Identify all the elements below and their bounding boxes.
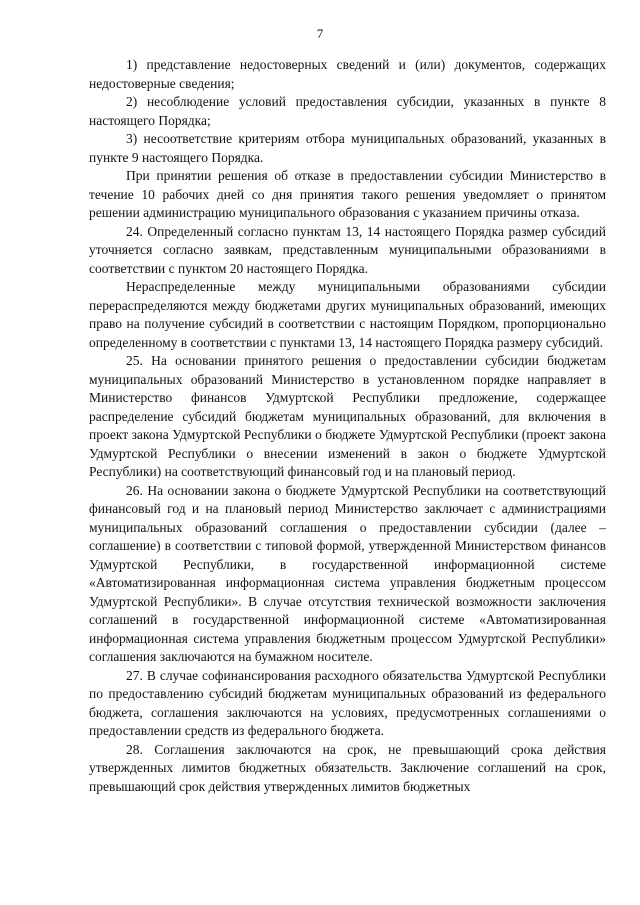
paragraph-redistribution: Нераспределенные между муниципальными образованиями субсидии перераспределяются между бюджетами других муниципальных образований, имеющих право на получение субсидий в соответствии с настоящим Порядком, пропорционально определенному в соответствии с пунктами 13, 14 настоящего Порядка размеру субсидий. bbox=[89, 279, 606, 350]
page-number: 7 bbox=[316, 26, 324, 41]
paragraph-27: 27. В случае софинансирования расходного обязательства Удмуртской Республики по предоставлению субсидий бюджетам муниципальных образований из федерального бюджета, соглашения заключаются на условиях, предусмотренных соглашениями о предоставлении средств из федерального бюджета. bbox=[89, 667, 606, 738]
paragraph-25: 25. На основании принятого решения о предоставлении субсидии бюджетам муниципальных образований Министерство в установленном порядке направляет в Министерство финансов Удмуртской Республики предложение, содержащее распределение субсидий бюджетам муниципальных образований, для включения в проект закона Удмуртской Республики о бюджете Удмуртской Республики (проект закона Удмуртской Республики о внесении изменений в закон о бюджете Удмуртской Республики) на соответствующий финансовый год и на плановый период. bbox=[89, 353, 606, 479]
paragraph-refusal-notice: При принятии решения об отказе в предоставлении субсидии Министерство в течение 10 рабочих дней со дня принятия такого решения уведомляет о принятом решении администрацию муниципального образования с указанием причины отказа. bbox=[89, 168, 606, 220]
document-body bbox=[89, 56, 606, 796]
paragraph-item-3: 3) несоответствие критериям отбора муниципальных образований, указанных в пункте 9 настоящего Порядка. bbox=[89, 131, 606, 165]
paragraph-item-1: 1) представление недостоверных сведений и (или) документов, содержащих недостоверные сведения; bbox=[89, 57, 606, 91]
paragraph-24: 24. Определенный согласно пунктам 13, 14 настоящего Порядка размер субсидий уточняется согласно заявкам, представленным муниципальными образованиями в соответствии с пунктом 20 настоящего Порядка. bbox=[89, 223, 606, 276]
paragraph-item-2: 2) несоблюдение условий предоставления субсидии, указанных в пункте 8 настоящего Порядка; bbox=[89, 94, 606, 128]
paragraph-26: 26. На основании закона о бюджете Удмуртской Республики на соответствующий финансовый год и на плановый период Министерство заключает с администрациями муниципальных образований соглашения о предоставлении субсидии (далее – соглашение) в соответствии с типовой формой, утвержденной Министерством финансов Удмуртской Республики, в государственной информационной системе «Автоматизированная информационная система управления бюджетным процессом Удмуртской Республики». В случае отсутствия технической возможности заключения соглашений в государственной информационной системе «Автоматизированная информационная система управления бюджетным процессом Удмуртской Республики» соглашения заключаются на бумажном носителе. bbox=[89, 482, 606, 664]
paragraph-28: 28. Соглашения заключаются на срок, не превышающий срока действия утвержденных лимитов бюджетных обязательств. Заключение соглашений на срок, превышающий срок действия утвержденных лимитов бюджетных bbox=[89, 741, 606, 794]
